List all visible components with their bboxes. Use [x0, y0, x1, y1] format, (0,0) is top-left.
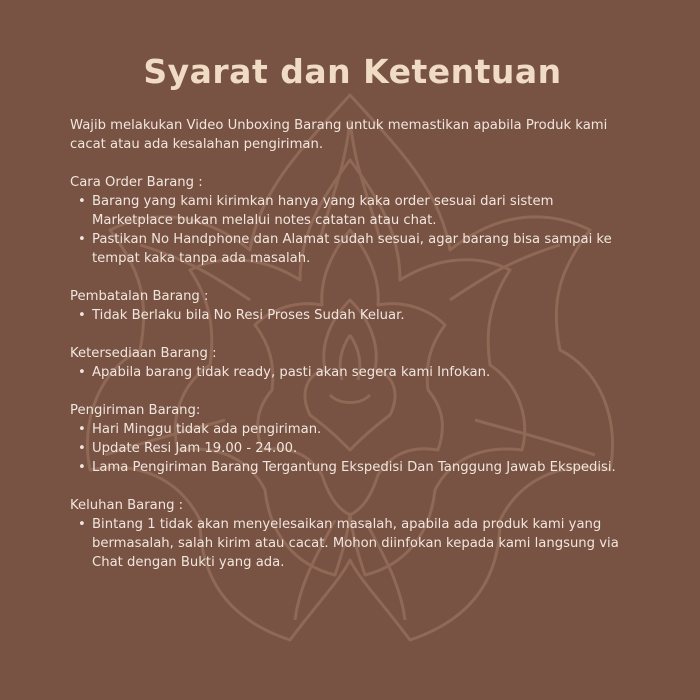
list-item: • Update Resi Jam 19.00 - 24.00.: [92, 439, 635, 458]
section-pengiriman: [70, 401, 635, 477]
list-item: • Pastikan No Handphone dan Alamat sudah sesuai, agar barang bisa sampai ke tempat kaka tanpa ada masalah.: [92, 230, 635, 268]
bullet-list: [70, 363, 635, 382]
section-cara-order: [70, 173, 635, 268]
intro-text: Wajib melakukan Video Unboxing Barang untuk memastikan apabila Produk kami cacat atau ada kesalahan pengiriman.: [70, 118, 608, 152]
list-item: • Bintang 1 tidak akan menyelesaikan masalah, apabila ada produk kami yang bermasalah, salah kirim atau cacat. Mohon diinfokan kepada kami langsung via Chat dengan Bukti yang ada.: [92, 515, 635, 572]
section-title: Keluhan Barang :: [70, 498, 184, 513]
section-pembatalan: [70, 287, 635, 325]
list-item: • Hari Minggu tidak ada pengiriman.: [92, 420, 635, 439]
bullet-list: [70, 515, 635, 572]
section-ketersediaan: [70, 344, 635, 382]
section-title: Pengiriman Barang:: [70, 403, 201, 418]
page-title: Syarat dan Ketentuan: [143, 52, 562, 91]
list-item: • Lama Pengiriman Barang Tergantung Ekspedisi Dan Tanggung Jawab Ekspedisi.: [92, 458, 635, 477]
bullet-list: [70, 192, 635, 268]
bullet-list: [70, 420, 635, 477]
bullet-list: [70, 306, 635, 325]
section-title: Pembatalan Barang :: [70, 289, 209, 304]
list-item: • Apabila barang tidak ready, pasti akan segera kami Infokan.: [92, 363, 635, 382]
list-item: • Tidak Berlaku bila No Resi Proses Sudah Keluar.: [92, 306, 635, 325]
section-keluhan: [70, 496, 635, 572]
section-title: Ketersediaan Barang :: [70, 346, 217, 361]
list-item: • Barang yang kami kirimkan hanya yang kaka order sesuai dari sistem Marketplace bukan melalui notes catatan atau chat.: [92, 192, 635, 230]
section-title: Cara Order Barang :: [70, 175, 203, 190]
terms-content: [70, 52, 635, 591]
